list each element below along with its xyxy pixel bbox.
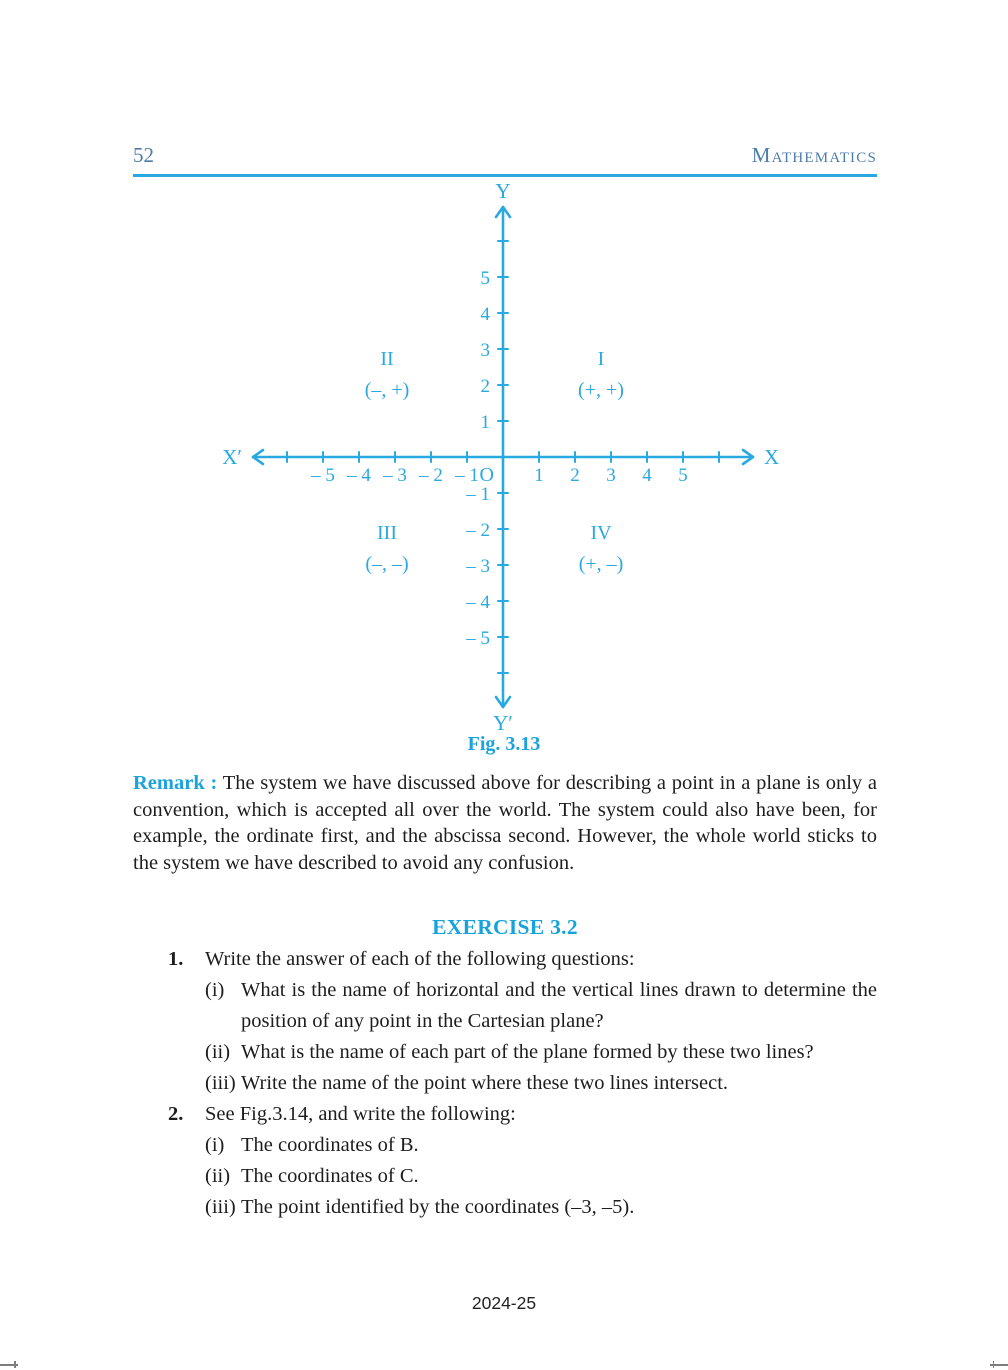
- svg-text:X′: X′: [222, 445, 242, 469]
- svg-text:– 2: – 2: [419, 465, 443, 486]
- list-marker: (i): [205, 979, 225, 1001]
- svg-text:4: 4: [480, 304, 490, 325]
- question-1: [168, 944, 877, 1099]
- svg-text:III: III: [377, 522, 397, 544]
- svg-text:3: 3: [480, 340, 490, 361]
- svg-text:IV: IV: [590, 522, 612, 544]
- svg-text:3: 3: [606, 465, 616, 486]
- svg-text:– 1: – 1: [466, 484, 490, 505]
- page-header: [133, 0, 877, 177]
- question-number: 2.: [168, 1103, 184, 1125]
- svg-text:4: 4: [642, 465, 652, 486]
- remark-text: The system we have discussed above for describing a point in a plane is only a convention, which is accepted all over the world. The system could also have been, for example, the ordinate first, and the abscissa second. However, the whole world sticks to the system we have described to avoid any confusion.: [133, 772, 877, 874]
- svg-text:(–, +): (–, +): [364, 379, 410, 401]
- svg-text:5: 5: [480, 268, 490, 289]
- figure: [0, 177, 1008, 757]
- list-text: The coordinates of B.: [241, 1134, 419, 1156]
- crop-mark-bottom-left-tick: [14, 1361, 16, 1368]
- list-text: Write the name of the point where these two lines intersect.: [241, 1072, 729, 1094]
- list-item: [205, 1037, 877, 1068]
- list-text: The coordinates of C.: [241, 1165, 419, 1187]
- list-item: [205, 1161, 877, 1192]
- svg-text:(–, –): (–, –): [365, 553, 409, 575]
- exercise-title: EXERCISE 3.2: [432, 915, 578, 939]
- list-item: [205, 1068, 877, 1099]
- page-number: 52: [133, 143, 154, 167]
- exercise-section: [133, 912, 877, 1223]
- figure-caption: Fig. 3.13: [467, 733, 541, 755]
- svg-text:II: II: [380, 348, 394, 370]
- remark-paragraph: [133, 770, 877, 876]
- remark-label: Remark :: [133, 772, 218, 794]
- cartesian-plane: [0, 177, 1008, 747]
- svg-text:2: 2: [480, 376, 490, 397]
- list-marker: (iii): [205, 1072, 236, 1094]
- svg-text:5: 5: [678, 465, 688, 486]
- list-item: [205, 1192, 877, 1223]
- svg-text:O: O: [479, 464, 494, 486]
- svg-text:1: 1: [480, 412, 490, 433]
- list-item: [205, 1130, 877, 1161]
- svg-text:– 5: – 5: [466, 628, 490, 649]
- question-2: [168, 1099, 877, 1223]
- list-item: [205, 975, 877, 1037]
- svg-text:2: 2: [570, 465, 580, 486]
- question-text: Write the answer of each of the following questions:: [205, 948, 635, 970]
- svg-text:X: X: [764, 445, 780, 469]
- question-number: 1.: [168, 948, 184, 970]
- svg-text:(+, –): (+, –): [578, 553, 624, 575]
- question-text: See Fig.3.14, and write the following:: [205, 1103, 516, 1125]
- svg-text:– 4: – 4: [347, 465, 371, 486]
- svg-text:Y: Y: [495, 179, 511, 203]
- list-marker: (ii): [205, 1165, 231, 1187]
- svg-text:Y′: Y′: [493, 711, 513, 735]
- svg-text:– 1: – 1: [455, 465, 479, 486]
- session-year: 2024-25: [471, 1293, 537, 1313]
- svg-text:– 3: – 3: [383, 465, 407, 486]
- list-text: The point identified by the coordinates (–3, –5).: [241, 1196, 635, 1218]
- list-text: What is the name of horizontal and the vertical lines drawn to determine the position of any point in the Cartesian plane?: [241, 979, 877, 1032]
- svg-text:– 3: – 3: [466, 556, 490, 577]
- book-title: MATHEMATICS: [751, 143, 877, 167]
- list-marker: (ii): [205, 1041, 231, 1063]
- list-text: What is the name of each part of the plane formed by these two lines?: [241, 1041, 814, 1063]
- svg-text:I: I: [597, 348, 605, 370]
- svg-text:– 5: – 5: [311, 465, 335, 486]
- list-marker: (iii): [205, 1196, 236, 1218]
- svg-text:– 2: – 2: [466, 520, 490, 541]
- svg-text:– 4: – 4: [466, 592, 490, 613]
- svg-text:1: 1: [534, 465, 544, 486]
- svg-text:(+, +): (+, +): [578, 379, 624, 401]
- list-marker: (i): [205, 1134, 225, 1156]
- crop-mark-bottom-right-tick: [993, 1361, 995, 1368]
